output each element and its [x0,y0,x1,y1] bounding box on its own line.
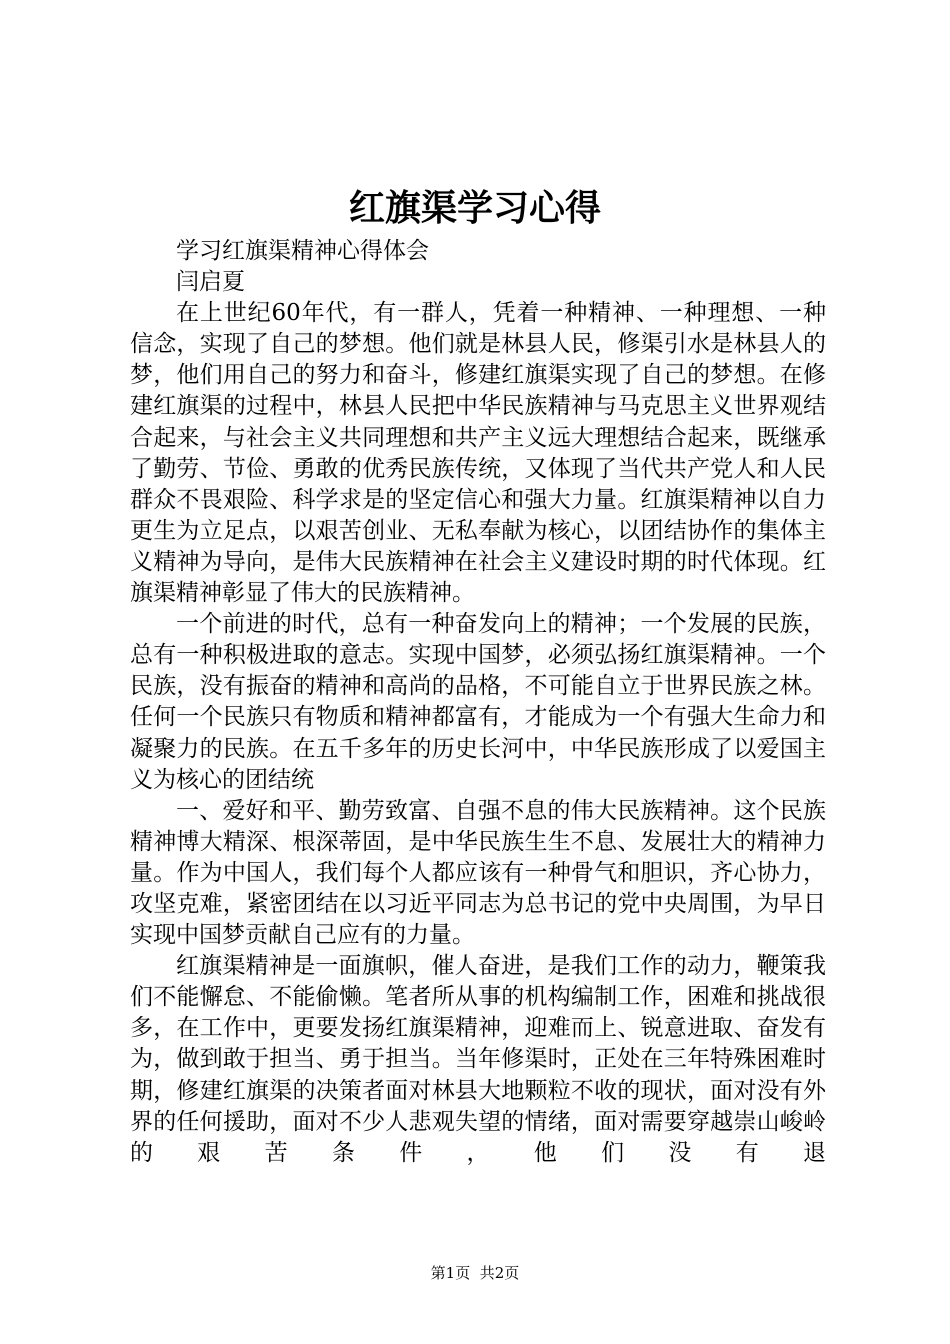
document-author: 闫启夏 [176,269,245,296]
page-footer [0,1262,950,1284]
body-paragraph-2: 一个前进的时代，总有一种奋发向上的精神；一个发展的民族，总有一种积极进取的意志。实现中国梦，必须弘扬红旗渠精神。一个民族，没有振奋的精神和高尚的品格，不可能自立于世界民族之林。任何一个民族只有物质和精神都富有，才能成为一个有强大生命力和凝聚力的民族。在五千多年的历史长河中，中华民族形成了以爱国主义为核心的团结统 [130,611,826,793]
body-paragraph-4: 红旗渠精神是一面旗帜，催人奋进，是我们工作的动力，鞭策我们不能懈怠、不能偷懒。笔者所从事的机构编制工作，困难和挑战很多，在工作中，更要发扬红旗渠精神，迎难而上、锐意进取、奋发有为，做到敢于担当、勇于担当。当年修渠时，正处在三年特殊困难时期，修建红旗渠的决策者面对林县大地颗粒不收的现状，面对没有外界的任何援助，面对不少人悲观失望的情绪，面对需要穿越崇山峻岭的艰苦条件，他们没有退 [130,953,826,1166]
document-title: 红旗渠学习心得 [348,187,601,229]
page-number-total: 共2页 [479,1264,520,1282]
body-paragraph-1: 在上世纪60年代，有一群人，凭着一种精神、一种理想、一种信念，实现了自己的梦想。他们就是林县人民，修渠引水是林县人的梦，他们用自己的努力和奋斗，修建红旗渠实现了自己的梦想。在修建红旗渠的过程中，林县人民把中华民族精神与马克思主义世界观结合起来，与社会主义共同理想和共产主义远大理想结合起来，既继承了勤劳、节俭、勇敢的优秀民族传统，又体现了当代共产党人和人民群众不畏艰险、科学求是的坚定信心和强大力量。红旗渠精神以自力更生为立足点，以艰苦创业、无私奉献为核心，以团结协作的集体主义精神为导向，是伟大民族精神在社会主义建设时期的时代体现。红旗渠精神彰显了伟大的民族精神。 [130,300,826,607]
page-number-current: 第1页 [430,1264,471,1282]
document-body [130,236,826,1169]
body-paragraph-3: 一、爱好和平、勤劳致富、自强不息的伟大民族精神。这个民族精神博大精深、根深蒂固，是中华民族生生不息、发展壮大的精神力量。作为中国人，我们每个人都应该有一种骨气和胆识，齐心协力，攻坚克难，紧密团结在以习近平同志为总书记的党中央周围，为早日实现中国梦贡献自己应有的力量。 [130,797,826,949]
document-subtitle: 学习红旗渠精神心得体会 [176,238,429,264]
